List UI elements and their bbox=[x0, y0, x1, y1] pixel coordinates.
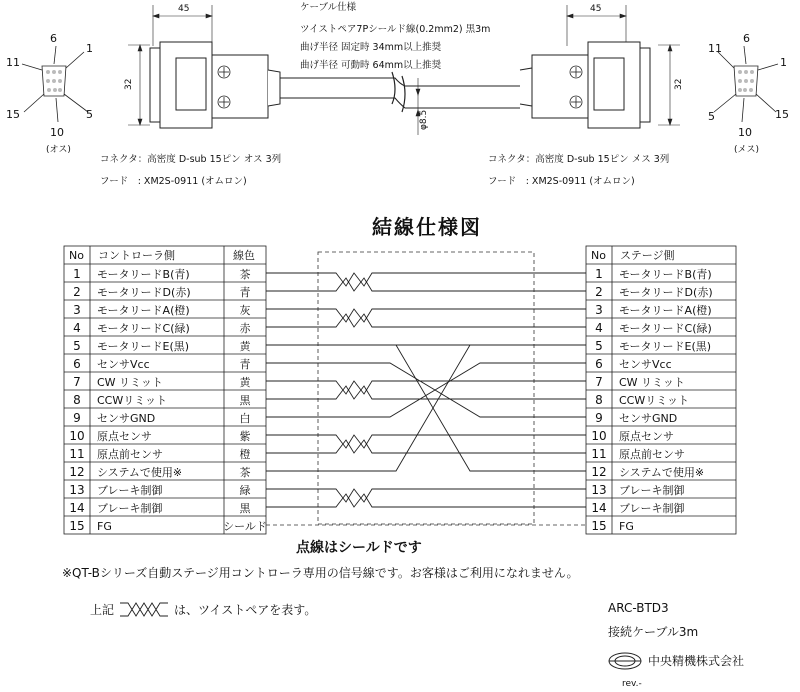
left-row-signal: ブレーキ制御 bbox=[97, 484, 163, 497]
company-name: 中央精機株式会社 bbox=[648, 654, 745, 668]
right-connector-hood: フード : XM2S-0911 (オムロン) bbox=[488, 176, 635, 187]
left-row-no: 9 bbox=[73, 411, 81, 425]
left-row-no: 5 bbox=[73, 339, 81, 353]
left-connector-shape bbox=[150, 42, 280, 128]
left-row-signal: センサVcc bbox=[97, 358, 150, 371]
right-row-signal: モータリードA(橙) bbox=[619, 304, 712, 317]
right-row-no: 6 bbox=[595, 357, 603, 371]
male-pin-5: 5 bbox=[86, 108, 93, 121]
left-row-signal: CCWリミット bbox=[97, 394, 168, 407]
footnote: ※QT-Bシリーズ自動ステージ用コントローラ専用の信号線です。お客様はご利用になれません。 bbox=[62, 566, 579, 580]
female-label: (メス) bbox=[734, 145, 760, 155]
right-row-no: 13 bbox=[591, 483, 607, 497]
left-row-signal: モータリードD(赤) bbox=[97, 286, 191, 299]
left-row-color: 青 bbox=[239, 286, 251, 299]
left-row-signal: モータリードE(黒) bbox=[97, 340, 190, 353]
right-connector-type: コネクタ：高密度 D-sub 15ピン メス 3列 bbox=[488, 154, 670, 165]
right-table-rows bbox=[591, 267, 712, 533]
male-pin-10: 10 bbox=[50, 126, 64, 139]
left-row-signal: FG bbox=[97, 520, 112, 533]
twisted-pair-icon bbox=[120, 603, 168, 616]
right-row-no: 5 bbox=[595, 339, 603, 353]
right-row-signal: センサGND bbox=[619, 412, 678, 425]
left-row-no: 3 bbox=[73, 303, 81, 317]
right-row-signal: センサVcc bbox=[619, 358, 672, 371]
company-logo bbox=[609, 653, 641, 669]
left-row-no: 15 bbox=[69, 519, 85, 533]
left-row-no: 4 bbox=[73, 321, 81, 335]
right-row-no: 4 bbox=[595, 321, 603, 335]
left-row-no: 7 bbox=[73, 375, 81, 389]
left-row-no: 14 bbox=[69, 501, 85, 515]
female-pin-10: 10 bbox=[738, 126, 752, 139]
left-row-no: 6 bbox=[73, 357, 81, 371]
shield-outline bbox=[266, 252, 586, 525]
left-row-color: 黄 bbox=[239, 340, 251, 353]
cable-spec-line2: 曲げ半径 固定時 34mm以上推奨 bbox=[300, 42, 442, 53]
male-label: (オス) bbox=[46, 145, 71, 155]
cable-name: 接続ケーブル3m bbox=[608, 625, 699, 639]
right-row-no: 8 bbox=[595, 393, 603, 407]
right-row-no: 11 bbox=[591, 447, 607, 461]
left-row-no: 12 bbox=[69, 465, 85, 479]
dim-right-height: 32 bbox=[674, 78, 684, 90]
cable-spec-line3: 曲げ半径 可動時 64mm以上推奨 bbox=[300, 60, 442, 71]
cable-spec-heading: ケーブル仕様 bbox=[300, 2, 357, 13]
left-row-color: 茶 bbox=[239, 466, 251, 479]
left-row-color: 黒 bbox=[239, 502, 251, 515]
right-row-signal: 原点前センサ bbox=[619, 448, 685, 461]
female-pin-face bbox=[714, 46, 778, 122]
left-row-signal: センサGND bbox=[97, 412, 156, 425]
right-row-no: 7 bbox=[595, 375, 603, 389]
left-connector-hood: フード : XM2S-0911 (オムロン) bbox=[100, 176, 247, 187]
right-row-signal: モータリードE(黒) bbox=[619, 340, 712, 353]
left-row-signal: モータリードB(青) bbox=[97, 268, 190, 281]
left-row-color: 茶 bbox=[239, 268, 251, 281]
left-row-color: 白 bbox=[239, 412, 251, 425]
male-pin-11: 11 bbox=[6, 56, 20, 69]
right-row-signal: モータリードC(緑) bbox=[619, 322, 712, 335]
left-row-color: 紫 bbox=[239, 430, 251, 443]
right-row-signal: ブレーキ制御 bbox=[619, 484, 685, 497]
legend-prefix: 上記 bbox=[90, 603, 115, 617]
left-row-color: 灰 bbox=[239, 304, 251, 317]
right-row-signal: 原点センサ bbox=[619, 430, 674, 443]
left-row-no: 11 bbox=[69, 447, 85, 461]
left-row-color: 黄 bbox=[239, 376, 251, 389]
diagram-title: 結線仕様図 bbox=[372, 215, 482, 239]
right-header-no: No bbox=[591, 249, 606, 262]
right-row-signal: CW リミット bbox=[619, 376, 685, 389]
female-pin-11: 11 bbox=[708, 42, 722, 55]
left-row-no: 13 bbox=[69, 483, 85, 497]
left-row-color: 橙 bbox=[239, 448, 251, 461]
right-row-no: 3 bbox=[595, 303, 603, 317]
left-row-color: 赤 bbox=[239, 322, 251, 335]
right-row-signal: CCWリミット bbox=[619, 394, 690, 407]
right-row-signal: モータリードB(青) bbox=[619, 268, 712, 281]
left-header-color: 線色 bbox=[233, 249, 255, 262]
male-pin-face bbox=[22, 46, 88, 122]
left-row-color: 緑 bbox=[239, 484, 251, 497]
left-header-no: No bbox=[69, 249, 84, 262]
left-row-signal: ブレーキ制御 bbox=[97, 502, 163, 515]
left-row-no: 1 bbox=[73, 267, 81, 281]
shield-note: 点線はシールドです bbox=[296, 540, 422, 556]
dim-right-width: 45 bbox=[590, 4, 602, 14]
legend-suffix: は、ツイストペアを表す。 bbox=[174, 603, 317, 617]
wiring-lines bbox=[266, 273, 586, 507]
right-row-no: 15 bbox=[591, 519, 607, 533]
left-row-signal: CW リミット bbox=[97, 376, 163, 389]
male-pin-1: 1 bbox=[86, 42, 93, 55]
right-row-no: 12 bbox=[591, 465, 607, 479]
left-table-rows bbox=[69, 267, 267, 533]
left-row-color: シールド bbox=[223, 520, 267, 533]
cable-spec-line1: ツイストペア7Pシールド線(0.2mm2) 黒3m bbox=[300, 24, 491, 35]
dim-diameter: φ8.5 bbox=[419, 109, 429, 130]
left-row-no: 8 bbox=[73, 393, 81, 407]
dim-left-height: 32 bbox=[124, 78, 134, 90]
left-row-no: 10 bbox=[69, 429, 85, 443]
right-row-signal: ブレーキ制御 bbox=[619, 502, 685, 515]
left-row-signal: 原点センサ bbox=[97, 430, 152, 443]
left-row-signal: モータリードC(緑) bbox=[97, 322, 190, 335]
male-pin-6: 6 bbox=[50, 32, 57, 45]
right-row-no: 14 bbox=[591, 501, 607, 515]
right-row-no: 9 bbox=[595, 411, 603, 425]
left-connector-type: コネクタ：高密度 D-sub 15ピン オス 3列 bbox=[100, 154, 282, 165]
right-row-no: 10 bbox=[591, 429, 607, 443]
left-row-color: 青 bbox=[239, 358, 251, 371]
cable-body bbox=[280, 72, 520, 112]
left-row-color: 黒 bbox=[239, 394, 251, 407]
male-pin-15: 15 bbox=[6, 108, 20, 121]
right-row-signal: FG bbox=[619, 520, 634, 533]
right-connector-shape bbox=[520, 42, 650, 128]
right-row-no: 1 bbox=[595, 267, 603, 281]
right-row-signal: システムで使用※ bbox=[619, 466, 705, 479]
right-row-signal: モータリードD(赤) bbox=[619, 286, 713, 299]
female-pin-15: 15 bbox=[775, 108, 789, 121]
left-row-no: 2 bbox=[73, 285, 81, 299]
left-row-signal: 原点前センサ bbox=[97, 448, 163, 461]
left-row-signal: モータリードA(橙) bbox=[97, 304, 190, 317]
female-pin-5: 5 bbox=[708, 110, 715, 123]
right-row-no: 2 bbox=[595, 285, 603, 299]
left-row-signal: システムで使用※ bbox=[97, 466, 183, 479]
female-pin-6: 6 bbox=[743, 32, 750, 45]
left-header-controller: コントローラ側 bbox=[98, 249, 175, 262]
right-header-stage: ステージ側 bbox=[620, 249, 675, 262]
dim-left-width: 45 bbox=[178, 4, 190, 14]
revision: rev.- bbox=[622, 679, 642, 689]
part-number: ARC-BTD3 bbox=[608, 601, 669, 615]
female-pin-1: 1 bbox=[780, 56, 787, 69]
